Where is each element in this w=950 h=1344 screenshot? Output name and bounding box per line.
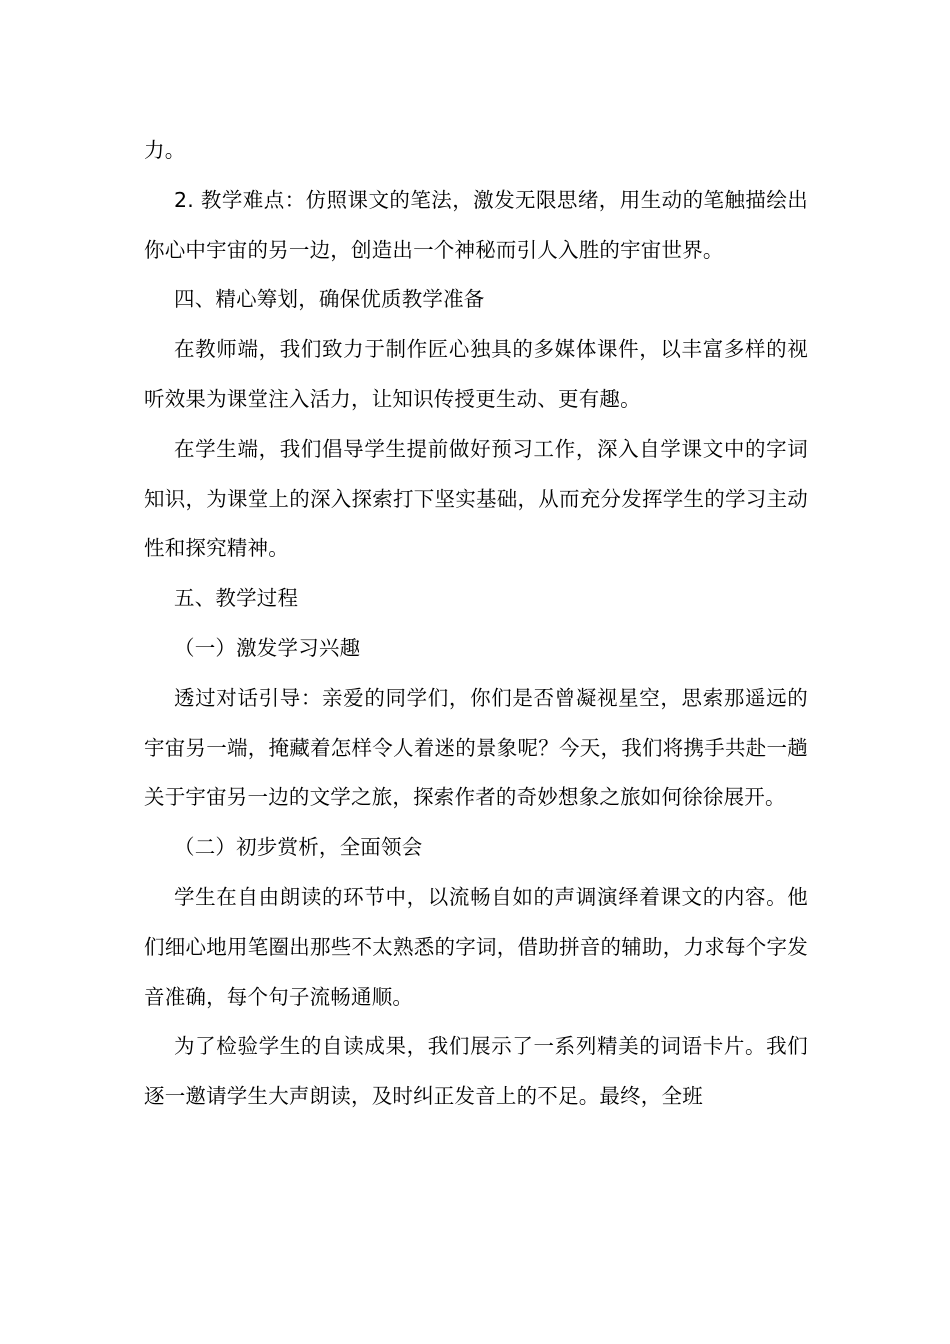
section-heading-preparation: 四、精心筹划，确保优质教学准备: [174, 287, 485, 312]
paragraph-teacher-side: 在教师端，我们致力于制作匠心独具的多媒体课件，以丰富多样的视听效果为课堂注入活力，让知识传授更生动、更有趣。: [144, 337, 808, 411]
paragraph-word-cards: 为了检验学生的自读成果，我们展示了一系列精美的词语卡片。我们逐一邀请学生大声朗读，及时纠正发音上的不足。最终，全班: [144, 1034, 808, 1109]
paragraph-dialogue-intro: 透过对话引导：亲爱的同学们，你们是否曾凝视星空，思索那遥远的宇宙另一端，掩藏着怎样令人着迷的景象呢？今天，我们将携手共赴一趟关于宇宙另一边的文学之旅，探索作者的奇妙想象之旅如何徐徐展开。: [144, 685, 808, 810]
section-heading-process: 五、教学过程: [174, 586, 299, 611]
document-body: [144, 126, 808, 1122]
subheading-interest: （一）激发学习兴趣: [174, 635, 361, 660]
paragraph-free-reading: 学生在自由朗读的环节中，以流畅自如的声调演绎着课文的内容。他们细心地用笔圈出那些不太熟悉的字词，借助拼音的辅助，力求每个字发音准确，每个句子流畅通顺。: [144, 884, 808, 1009]
paragraph-student-side: 在学生端，我们倡导学生提前做好预习工作，深入自学课文中的字词知识，为课堂上的深入探索打下坚实基础，从而充分发挥学生的学习主动性和探究精神。: [144, 436, 808, 561]
subheading-appreciation: （二）初步赏析，全面领会: [174, 835, 423, 860]
paragraph-teaching-difficulty: 2. 教学难点：仿照课文的笔法，激发无限思绪，用生动的笔触描绘出你心中宇宙的另一边，创造出一个神秘而引人入胜的宇宙世界。: [144, 187, 808, 262]
paragraph-continuation: 力。: [144, 138, 186, 162]
